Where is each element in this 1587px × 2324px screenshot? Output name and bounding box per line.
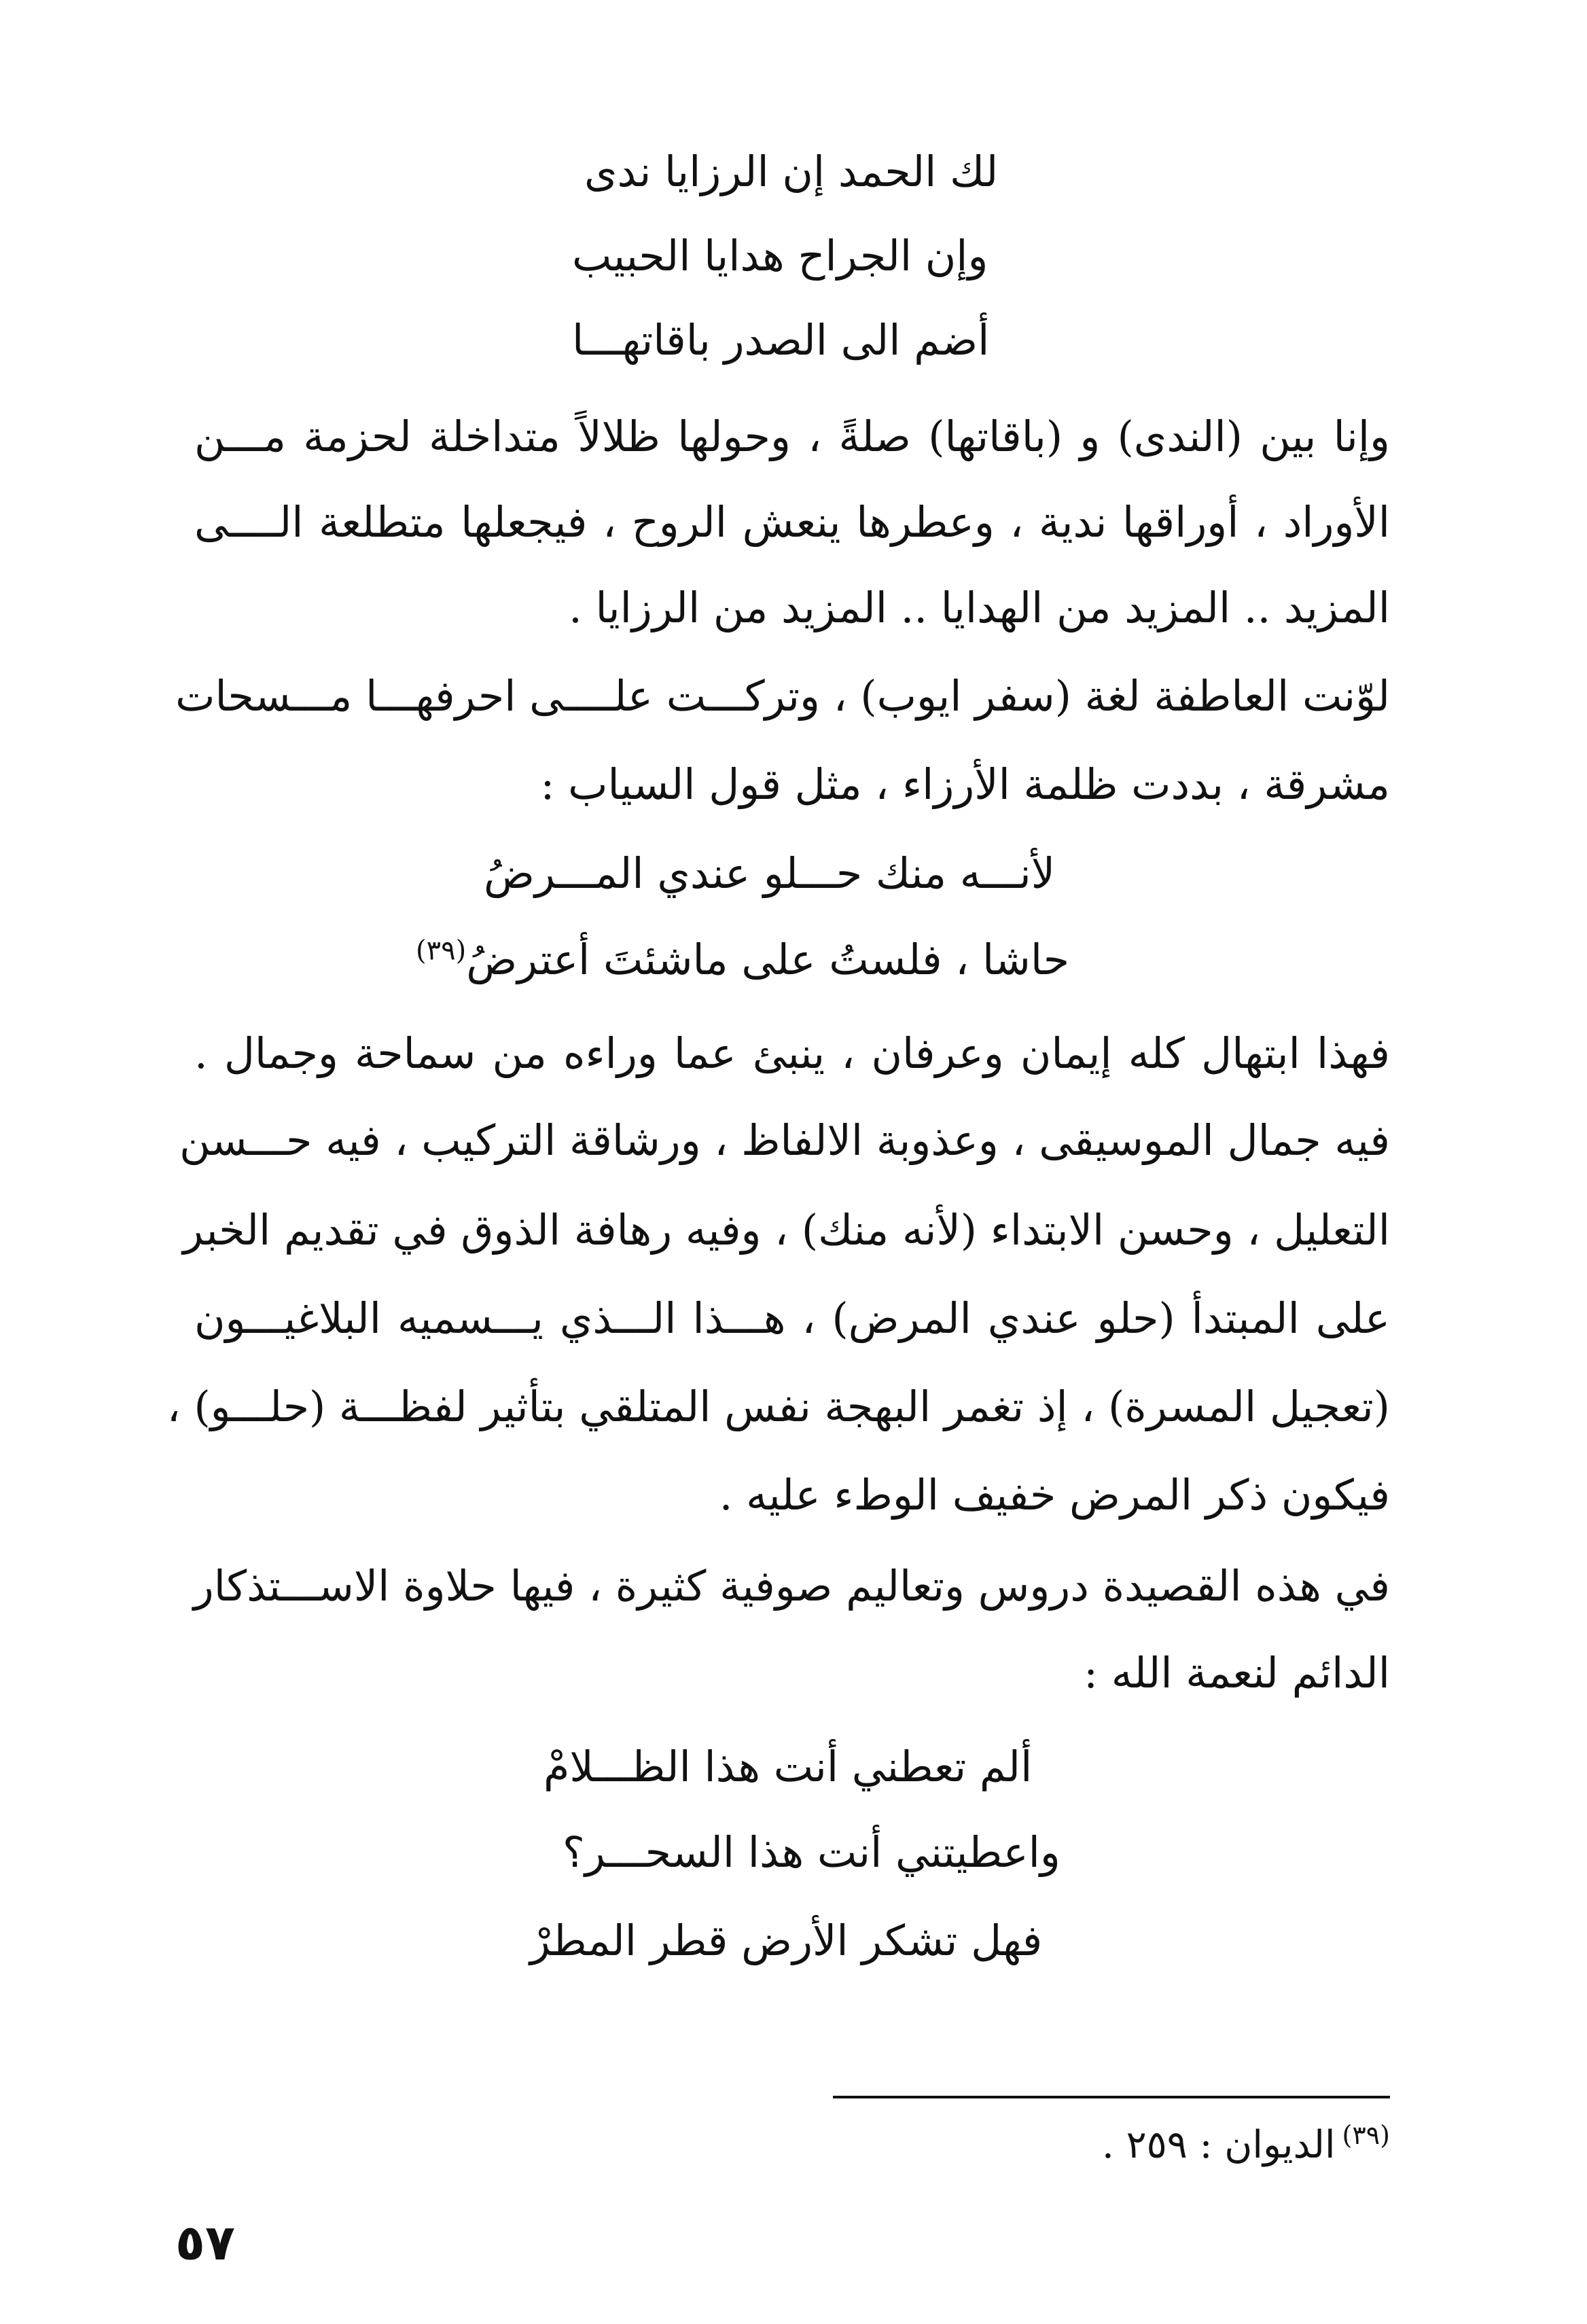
page-number: ٥٧	[175, 2214, 235, 2271]
verse-line: وإن الجراح هدايا الحبيب	[572, 231, 988, 281]
footnote-divider	[833, 2096, 1390, 2098]
verse-line: لك الحمد إن الرزايا ندى	[584, 147, 999, 196]
paragraph-line: في هذه القصيدة دروس وتعاليم صوفية كثيرة ، فيها حلاوة الاســـتذكار	[193, 1561, 1390, 1611]
paragraph-line: فيكون ذكر المرض خفيف الوطء عليه .	[719, 1470, 1390, 1520]
verse-line: لأنـــه منك حـــلو عندي المـــرضُ	[484, 848, 1056, 898]
paragraph-line: لوّنت العاطفة لغة (سفر ايوب) ، وتركـــت علــــى احرفهـــا مـــسحات	[175, 671, 1390, 721]
footnote-marker: (٣٩)	[1342, 2120, 1390, 2151]
paragraph-line: فيه جمال الموسيقى ، وعذوبة الالفاظ ، ورشاقة التركيب ، فيه حـــسن	[179, 1115, 1390, 1165]
verse-text: حاشا ، فلستُ على ماشئتَ أعترضُ	[466, 935, 1070, 984]
paragraph-line: المزيد .. المزيد من الهدايا .. المزيد من الرزايا .	[569, 583, 1390, 632]
verse-line: واعطيتني أنت هذا السحـــر؟	[563, 1827, 1060, 1877]
paragraph-line: فهذا ابتهال كله إيمان وعرفان ، ينبئ عما وراءه من سماحة وجمال .	[194, 1029, 1390, 1078]
paragraph-line: مشرقة ، بددت ظلمة الأرزاء ، مثل قول السياب :	[540, 759, 1390, 809]
paragraph-line: وإنا بين (الندى) و (باقاتها) صلةً ، وحولها ظلالاً متداخلة لحزمة مـــن	[194, 412, 1390, 461]
paragraph-line: (تعجيل المسرة) ، إذ تغمر البهجة نفس المتلقي بتأثير لفظـــة (حلـــو) ،	[166, 1382, 1390, 1431]
verse-line: أضم الى الصدر باقاتهـــا	[572, 315, 990, 365]
verse-line: ألم تعطني أنت هذا الظـــلامْ	[543, 1742, 1033, 1791]
paragraph-line: على المبتدأ (حلو عندي المرض) ، هـــذا الـــذي يـــسميه البلاغيـــون	[194, 1293, 1390, 1343]
verse-line: فهل تشكر الأرض قطر المطرْ	[530, 1916, 1043, 1965]
verse-line	[416, 935, 1070, 984]
paragraph-line: الأوراد ، أوراقها ندية ، وعطرها ينعش الروح ، فيجعلها متطلعة الــــى	[194, 497, 1390, 547]
footnote-reference: (٣٩)	[416, 935, 467, 967]
paragraph-line: التعليل ، وحسن الابتداء (لأنه منك) ، وفيه رهافة الذوق في تقديم الخبر	[183, 1205, 1390, 1255]
footnote	[1101, 2120, 1390, 2167]
footnote-text: الديوان : ٢٥٩ .	[1101, 2123, 1336, 2167]
paragraph-line: الدائم لنعمة الله :	[1084, 1648, 1390, 1698]
